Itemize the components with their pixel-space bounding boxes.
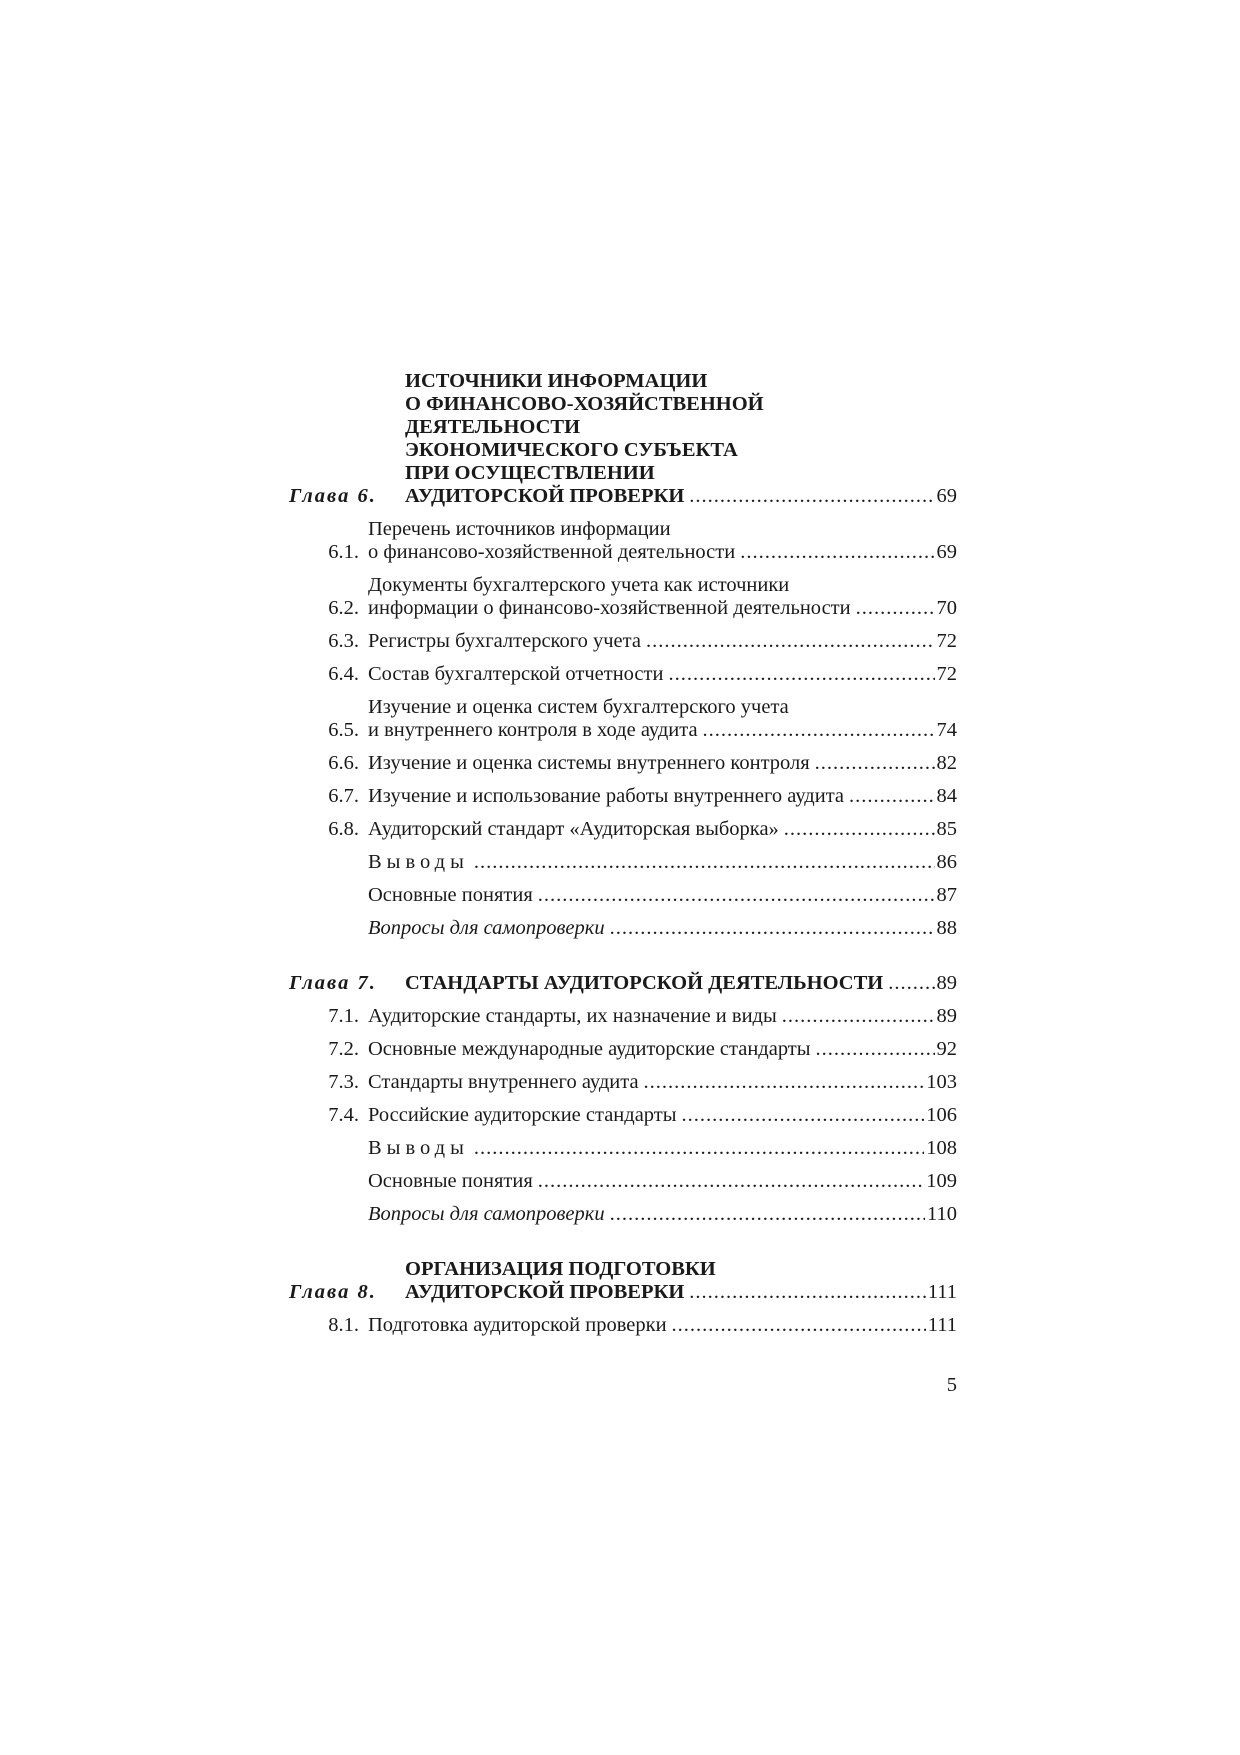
entry-title-line: Выводы bbox=[368, 1137, 469, 1159]
dot-leader bbox=[689, 485, 934, 508]
entry-title-line: Подготовка аудиторской проверки bbox=[368, 1314, 667, 1336]
chapter-title-line: ЭКОНОМИЧЕСКОГО СУБЪЕКТА bbox=[405, 439, 738, 461]
chapter-title-line: О ФИНАНСОВО-ХОЗЯЙСТВЕННОЙ bbox=[405, 393, 764, 415]
dot-leader bbox=[644, 1071, 925, 1094]
entry-title-line: Выводы bbox=[368, 851, 469, 873]
toc-entry-6-7[interactable] bbox=[289, 785, 957, 808]
toc-entry-7-1[interactable] bbox=[289, 1005, 957, 1028]
page-number: 89 bbox=[936, 1005, 957, 1027]
page-number: 86 bbox=[936, 851, 957, 873]
dot-leader bbox=[538, 884, 935, 907]
chapter-title-line: АУДИТОРСКОЙ ПРОВЕРКИ bbox=[405, 1281, 685, 1303]
page-number: 110 bbox=[927, 1203, 957, 1225]
toc-entry-6-5[interactable] bbox=[289, 696, 957, 742]
page-number: 84 bbox=[936, 785, 957, 807]
chapter-6-heading[interactable] bbox=[289, 370, 957, 508]
toc-entry-7-review-questions[interactable] bbox=[289, 1203, 957, 1226]
section-number: 7.3. bbox=[328, 1071, 359, 1093]
dot-leader bbox=[474, 1137, 924, 1160]
dot-leader bbox=[816, 1038, 935, 1061]
entry-title-line: информации о финансово-хозяйственной деятельности bbox=[368, 597, 851, 619]
toc-entry-6-review-questions[interactable] bbox=[289, 917, 957, 940]
chapter-title-line: ПРИ ОСУЩЕСТВЛЕНИИ bbox=[405, 462, 655, 484]
page-number: 111 bbox=[927, 1314, 957, 1336]
dot-leader bbox=[856, 597, 935, 620]
dot-leader bbox=[646, 630, 935, 653]
entry-title-line: Состав бухгалтерской отчетности bbox=[368, 663, 664, 685]
toc-entry-6-1[interactable] bbox=[289, 518, 957, 564]
section-number: 6.5. bbox=[328, 719, 359, 741]
dot-leader bbox=[740, 541, 934, 564]
entry-title-line: Изучение и использование работы внутреннего аудита bbox=[368, 785, 845, 807]
section-number: 6.2. bbox=[328, 597, 359, 619]
chapter-spacer bbox=[289, 1236, 957, 1258]
page-number: 88 bbox=[936, 917, 957, 939]
entry-title-line: Основные международные аудиторские стандарты bbox=[368, 1038, 811, 1060]
toc-entry-7-conclusions[interactable] bbox=[289, 1137, 957, 1160]
entry-title-line: Вопросы для самопроверки bbox=[368, 1203, 605, 1225]
toc-entry-6-key-concepts[interactable] bbox=[289, 884, 957, 907]
toc-entry-7-3[interactable] bbox=[289, 1071, 957, 1094]
entry-title-line: о финансово-хозяйственной деятельности bbox=[368, 541, 736, 563]
entry-title-line: Аудиторский стандарт «Аудиторская выборка» bbox=[368, 818, 779, 840]
toc-entry-6-8[interactable] bbox=[289, 818, 957, 841]
entry-title-line: Аудиторские стандарты, их назначение и виды bbox=[368, 1005, 777, 1027]
dot-leader bbox=[610, 917, 935, 940]
dot-leader bbox=[782, 1005, 935, 1028]
page-number: 72 bbox=[936, 630, 957, 652]
chapter-title-line: АУДИТОРСКОЙ ПРОВЕРКИ bbox=[405, 485, 685, 507]
section-number: 6.8. bbox=[328, 818, 359, 840]
entry-title-line: Стандарты внутреннего аудита bbox=[368, 1071, 639, 1093]
dot-leader bbox=[849, 785, 934, 808]
dot-leader bbox=[610, 1203, 925, 1226]
section-number: 6.6. bbox=[328, 752, 359, 774]
section-number: 6.1. bbox=[328, 541, 359, 563]
chapter-title-line: ДЕЯТЕЛЬНОСТИ bbox=[405, 416, 581, 438]
entry-title-line: Изучение и оценка системы внутреннего контроля bbox=[368, 752, 810, 774]
toc-entry-7-key-concepts[interactable] bbox=[289, 1170, 957, 1193]
section-number: 7.1. bbox=[328, 1005, 359, 1027]
entry-title-line: Перечень источников информации bbox=[368, 518, 671, 540]
page-number: 111 bbox=[927, 1281, 957, 1303]
page-number: 72 bbox=[936, 663, 957, 685]
page-number: 92 bbox=[936, 1038, 957, 1060]
entry-title-line: Российские аудиторские стандарты bbox=[368, 1104, 677, 1126]
section-number: 6.3. bbox=[328, 630, 359, 652]
dot-leader bbox=[703, 719, 935, 742]
dot-leader bbox=[668, 663, 934, 686]
page-number: 82 bbox=[936, 752, 957, 774]
page-number: 108 bbox=[926, 1137, 957, 1159]
dot-leader bbox=[784, 818, 935, 841]
section-number: 7.2. bbox=[328, 1038, 359, 1060]
entry-title-line: Регистры бухгалтерского учета bbox=[368, 630, 641, 652]
toc-entry-6-2[interactable] bbox=[289, 574, 957, 620]
chapter-8-heading[interactable] bbox=[289, 1258, 957, 1304]
toc-entry-6-3[interactable] bbox=[289, 630, 957, 653]
dot-leader bbox=[689, 1281, 925, 1304]
section-number: 7.4. bbox=[328, 1104, 359, 1126]
dot-leader bbox=[815, 752, 935, 775]
toc-entry-7-2[interactable] bbox=[289, 1038, 957, 1061]
page-number: 87 bbox=[936, 884, 957, 906]
chapter-label: Глава 6. bbox=[289, 485, 377, 507]
chapter-title-line: СТАНДАРТЫ АУДИТОРСКОЙ ДЕЯТЕЛЬНОСТИ bbox=[405, 972, 884, 994]
page-number: 70 bbox=[936, 597, 957, 619]
page-number: 109 bbox=[926, 1170, 957, 1192]
entry-title-line: Документы бухгалтерского учета как источники bbox=[368, 574, 790, 596]
chapter-7-heading[interactable] bbox=[289, 972, 957, 995]
chapter-spacer bbox=[289, 950, 957, 972]
toc-entry-6-4[interactable] bbox=[289, 663, 957, 686]
dot-leader bbox=[474, 851, 935, 874]
section-number: 6.4. bbox=[328, 663, 359, 685]
dot-leader bbox=[888, 972, 934, 995]
page-number: 85 bbox=[936, 818, 957, 840]
page-number: 89 bbox=[936, 972, 957, 994]
dot-leader bbox=[538, 1170, 924, 1193]
chapter-title-line: ИСТОЧНИКИ ИНФОРМАЦИИ bbox=[405, 370, 708, 392]
chapter-label: Глава 7. bbox=[289, 972, 377, 994]
page-number: 103 bbox=[926, 1071, 957, 1093]
toc-entry-6-6[interactable] bbox=[289, 752, 957, 775]
dot-leader bbox=[682, 1104, 925, 1127]
toc-entry-6-conclusions[interactable] bbox=[289, 851, 957, 874]
page-number: 69 bbox=[936, 485, 957, 507]
table-of-contents bbox=[289, 370, 957, 1347]
entry-title-line: Изучение и оценка систем бухгалтерского учета bbox=[368, 696, 789, 718]
page-number: 106 bbox=[926, 1104, 957, 1126]
entry-title-line: Основные понятия bbox=[368, 884, 533, 906]
page-number: 69 bbox=[936, 541, 957, 563]
entry-title-line: и внутреннего контроля в ходе аудита bbox=[368, 719, 698, 741]
chapter-label: Глава 8. bbox=[289, 1281, 377, 1303]
dot-leader bbox=[672, 1314, 926, 1337]
chapter-title-line: ОРГАНИЗАЦИЯ ПОДГОТОВКИ bbox=[405, 1258, 716, 1280]
toc-entry-7-4[interactable] bbox=[289, 1104, 957, 1127]
toc-entry-8-1[interactable] bbox=[289, 1314, 957, 1337]
section-number: 6.7. bbox=[328, 785, 359, 807]
entry-title-line: Вопросы для самопроверки bbox=[368, 917, 605, 939]
entry-title-line: Основные понятия bbox=[368, 1170, 533, 1192]
section-number: 8.1. bbox=[328, 1314, 359, 1336]
page-folio: 5 bbox=[946, 1374, 957, 1396]
page-number: 74 bbox=[936, 719, 957, 741]
